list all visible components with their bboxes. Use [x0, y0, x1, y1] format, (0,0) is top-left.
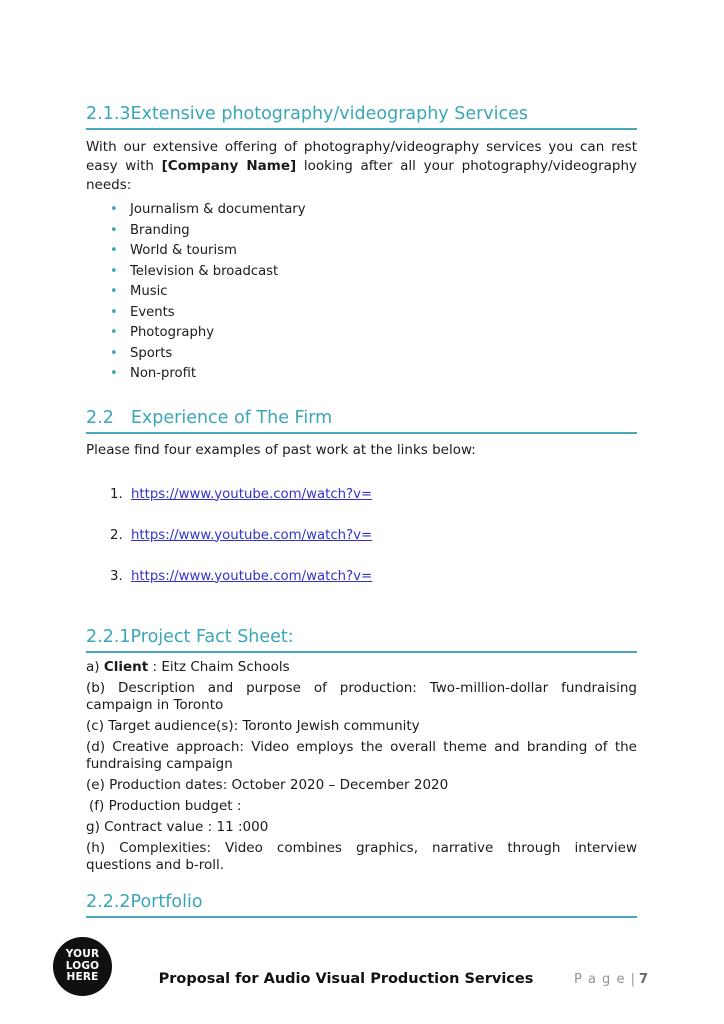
page-footer	[0, 936, 724, 998]
fact-client-label: Client	[103, 658, 149, 675]
list-item	[86, 241, 637, 262]
youtube-link-1[interactable]: https://www.youtube.com/watch?v=	[131, 486, 373, 502]
logo-line: HERE	[66, 971, 99, 984]
fact-client	[86, 659, 637, 676]
section-heading-fact-sheet	[86, 626, 637, 653]
link-item	[86, 486, 637, 503]
bullet-icon: •	[110, 202, 118, 217]
list-item	[86, 344, 637, 365]
section-number: 2.2	[86, 407, 114, 428]
page-number-indicator	[574, 972, 648, 987]
company-name-placeholder: [Company Name]	[161, 158, 297, 174]
section-number: 2.1.3	[86, 104, 131, 124]
link-number: 2.	[110, 527, 123, 543]
list-item	[86, 364, 637, 385]
fact-prefix: a)	[86, 658, 100, 675]
fact-approach: (d) Creative approach: Video employs the overall theme and branding of the fundraising campaign	[86, 738, 637, 772]
services-intro-paragraph	[86, 138, 637, 195]
footer-document-title: Proposal for Audio Visual Production Services	[158, 971, 534, 987]
section-heading-portfolio	[86, 891, 637, 918]
list-item	[86, 323, 637, 344]
section-title: Project Fact Sheet:	[130, 626, 294, 647]
logo-line: YOUR	[65, 948, 100, 961]
section-number: 2.2.1	[86, 626, 131, 647]
link-item	[86, 568, 637, 585]
fact-contract-value: g) Contract value : 11 :000	[86, 818, 269, 835]
bullet-label: Photography	[130, 325, 215, 340]
bullet-label: Events	[130, 304, 175, 320]
youtube-link-2[interactable]: https://www.youtube.com/watch?v=	[131, 527, 373, 543]
list-item	[86, 221, 637, 242]
bullet-icon: •	[110, 345, 118, 361]
bullet-label: World & tourism	[130, 243, 237, 258]
bullet-icon: •	[110, 304, 118, 320]
logo-line: LOGO	[65, 959, 100, 972]
bullet-icon: •	[110, 325, 118, 340]
list-item	[86, 303, 637, 324]
fact-client-value: : Eitz Chaim Schools	[152, 658, 290, 675]
services-bullet-list	[86, 200, 637, 385]
bullet-icon: •	[110, 284, 118, 299]
bullet-icon: •	[110, 263, 118, 279]
link-item	[86, 527, 637, 544]
page-number: 7	[638, 972, 648, 987]
fact-dates: (e) Production dates: October 2020 – December 2020	[86, 776, 449, 793]
section-title: Portfolio	[130, 891, 203, 912]
section-title: Extensive photography/videography Services	[130, 104, 529, 124]
bullet-label: Music	[130, 284, 168, 299]
fact-description: (b) Description and purpose of production: Two-million-dollar fundraising campaign in Toronto	[86, 679, 637, 713]
bullet-label: Branding	[130, 222, 190, 238]
section-number: 2.2.2	[86, 891, 131, 912]
section-title: Experience of The Firm	[130, 407, 333, 428]
intro-text-before: With our extensive offering of photography/videography services you can rest easy with	[86, 139, 637, 174]
fact-sheet-list	[86, 659, 637, 874]
bullet-icon: •	[110, 222, 118, 238]
link-number: 1.	[110, 486, 123, 502]
list-item	[86, 262, 637, 283]
section-heading-experience	[86, 407, 637, 434]
experience-lead-text: Please find four examples of past work at the links below:	[86, 441, 476, 458]
bullet-label: Sports	[130, 345, 173, 361]
fact-audience: (c) Target audience(s): Toronto Jewish community	[86, 717, 420, 734]
page-label: P a g e |	[573, 972, 636, 987]
section-heading-services	[86, 103, 637, 130]
bullet-icon: •	[110, 366, 118, 381]
bullet-icon: •	[110, 243, 118, 258]
bullet-label: Journalism & documentary	[130, 202, 306, 217]
youtube-link-3[interactable]: https://www.youtube.com/watch?v=	[131, 568, 373, 584]
list-item	[86, 200, 637, 221]
page-content	[86, 0, 637, 918]
fact-budget: (f) Production budget :	[89, 797, 242, 814]
example-links-list	[86, 486, 637, 585]
list-item	[86, 282, 637, 303]
intro-text-after: looking after all your photography/videography needs:	[86, 158, 638, 193]
bullet-label: Television & broadcast	[130, 263, 279, 279]
bullet-label: Non-profit	[130, 366, 197, 381]
company-logo	[53, 937, 112, 996]
link-number: 3.	[110, 568, 123, 584]
fact-complexities: (h) Complexities: Video combines graphics, narrative through interview questions and b-roll.	[86, 839, 637, 873]
